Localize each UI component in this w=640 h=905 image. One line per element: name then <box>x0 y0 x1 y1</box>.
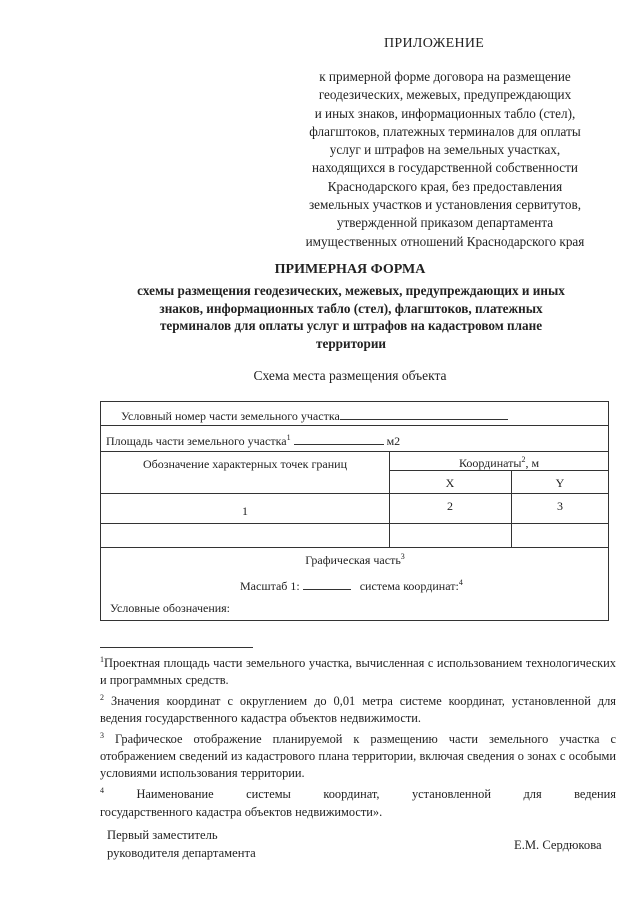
coords-header-label: Координаты <box>458 456 522 470</box>
points-header: Обозначение характерных точек границ <box>142 457 347 471</box>
column-numbers-row <box>101 494 608 524</box>
preamble-line: находящихся в государственной собственности <box>312 160 578 176</box>
scale-and-system <box>240 578 463 594</box>
graphic-part-text: Графическая часть <box>305 553 401 567</box>
column-number: 1 <box>242 504 248 518</box>
column-number: 2 <box>447 499 453 513</box>
preamble-line: услуг и штрафов на земельных участках, <box>329 142 561 158</box>
signer-position-line: Первый заместитель <box>107 828 218 842</box>
scale-blank <box>303 578 351 590</box>
scheme-title: Схема места размещения объекта <box>253 368 447 383</box>
area-blank <box>294 433 384 445</box>
footnote-number: 3 <box>100 731 104 741</box>
footnote-item <box>100 651 616 689</box>
footnote-item <box>100 727 616 782</box>
appendix-preamble <box>270 68 620 251</box>
table-row <box>101 524 608 548</box>
form-title: ПРИМЕРНАЯ ФОРМА <box>274 262 426 277</box>
area-unit: м2 <box>386 434 401 448</box>
legend-label: Условные обозначения: <box>110 601 231 615</box>
area-row <box>101 426 608 452</box>
footnotes <box>100 651 616 821</box>
footnote-number: 4 <box>100 786 104 796</box>
footnote-text: Наименование системы координат, установленной для ведения <box>136 787 616 802</box>
subtitle-line: территории <box>315 335 387 351</box>
signer-name: Е.М. Сердюкова <box>514 838 602 852</box>
part-number-row <box>101 402 608 426</box>
preamble-line: имущественных отношений Краснодарского края <box>305 233 585 249</box>
footnote-ref: 1 <box>286 433 291 442</box>
preamble-line: флагштоков, платежных терминалов для оплаты <box>309 123 581 139</box>
col-x-header: X <box>445 476 455 490</box>
signer-position <box>107 827 256 862</box>
part-number-label: Условный номер части земельного участка <box>121 409 340 423</box>
subtitle-line: знаков, информационных табло (стел), флагштоков, платежных <box>159 300 543 316</box>
scheme-form-table <box>100 401 609 621</box>
preamble-line: Краснодарского края, без предоставления <box>327 178 563 194</box>
preamble-line: к примерной форме договора на размещение <box>319 69 571 84</box>
graphic-part-label <box>101 552 609 568</box>
footnote-item-continuation <box>100 804 616 821</box>
footnote-text: Графическое отображение планируемой к размещению части земельного участка с отображением сведений из кадастрового плана территории, включая сведения о зонах с особыми условиями использования территории. <box>100 732 616 781</box>
footnote-number: 2 <box>100 693 104 703</box>
part-number-blank <box>340 408 508 420</box>
xy-header-row <box>101 470 608 494</box>
footnote-ref: 2 <box>521 455 526 464</box>
footnote-text: государственного кадастра объектов недвижимости». <box>100 804 383 819</box>
subtitle-line: терминалов для оплаты услуг и штрафов на кадастровом плане <box>159 318 543 333</box>
preamble-line: и иных знаков, информационных табло (стел), <box>314 105 576 121</box>
footnote-ref: 3 <box>400 552 405 561</box>
form-subtitle <box>96 282 606 352</box>
footnote-item <box>100 689 616 727</box>
preamble-line: геодезических, межевых, предупреждающих <box>318 87 572 103</box>
footnote-divider <box>100 647 253 648</box>
scale-label: Масштаб 1: <box>240 579 300 593</box>
column-number: 3 <box>557 499 563 513</box>
subtitle-line: схемы размещения геодезических, межевых, предупреждающих и иных <box>137 283 565 298</box>
coord-system-label: система координат: <box>359 579 459 593</box>
footnote-text: Проектная площадь части земельного участка, вычисленная с использованием технологических и программных средств. <box>100 656 616 688</box>
signer-position-line: руководителя департамента <box>107 845 256 860</box>
col-y-header: Y <box>555 476 565 490</box>
footnote-ref: 4 <box>458 578 463 587</box>
appendix-title: ПРИЛОЖЕНИЕ <box>384 36 485 51</box>
preamble-line: земельных участков и установления сервитутов, <box>308 197 582 213</box>
footnote-item <box>100 782 616 803</box>
coords-unit: , м <box>525 456 540 470</box>
preamble-line: утвержденной приказом департамента <box>336 215 554 231</box>
footnote-text: Значения координат с округлением до 0,01 метра системе координат, установленной для ведения государственного кадастра объектов недвижимости. <box>100 694 616 726</box>
area-label: Площадь части земельного участка <box>106 434 287 448</box>
footnote-number: 1 <box>100 655 104 664</box>
coords-header <box>389 455 609 471</box>
